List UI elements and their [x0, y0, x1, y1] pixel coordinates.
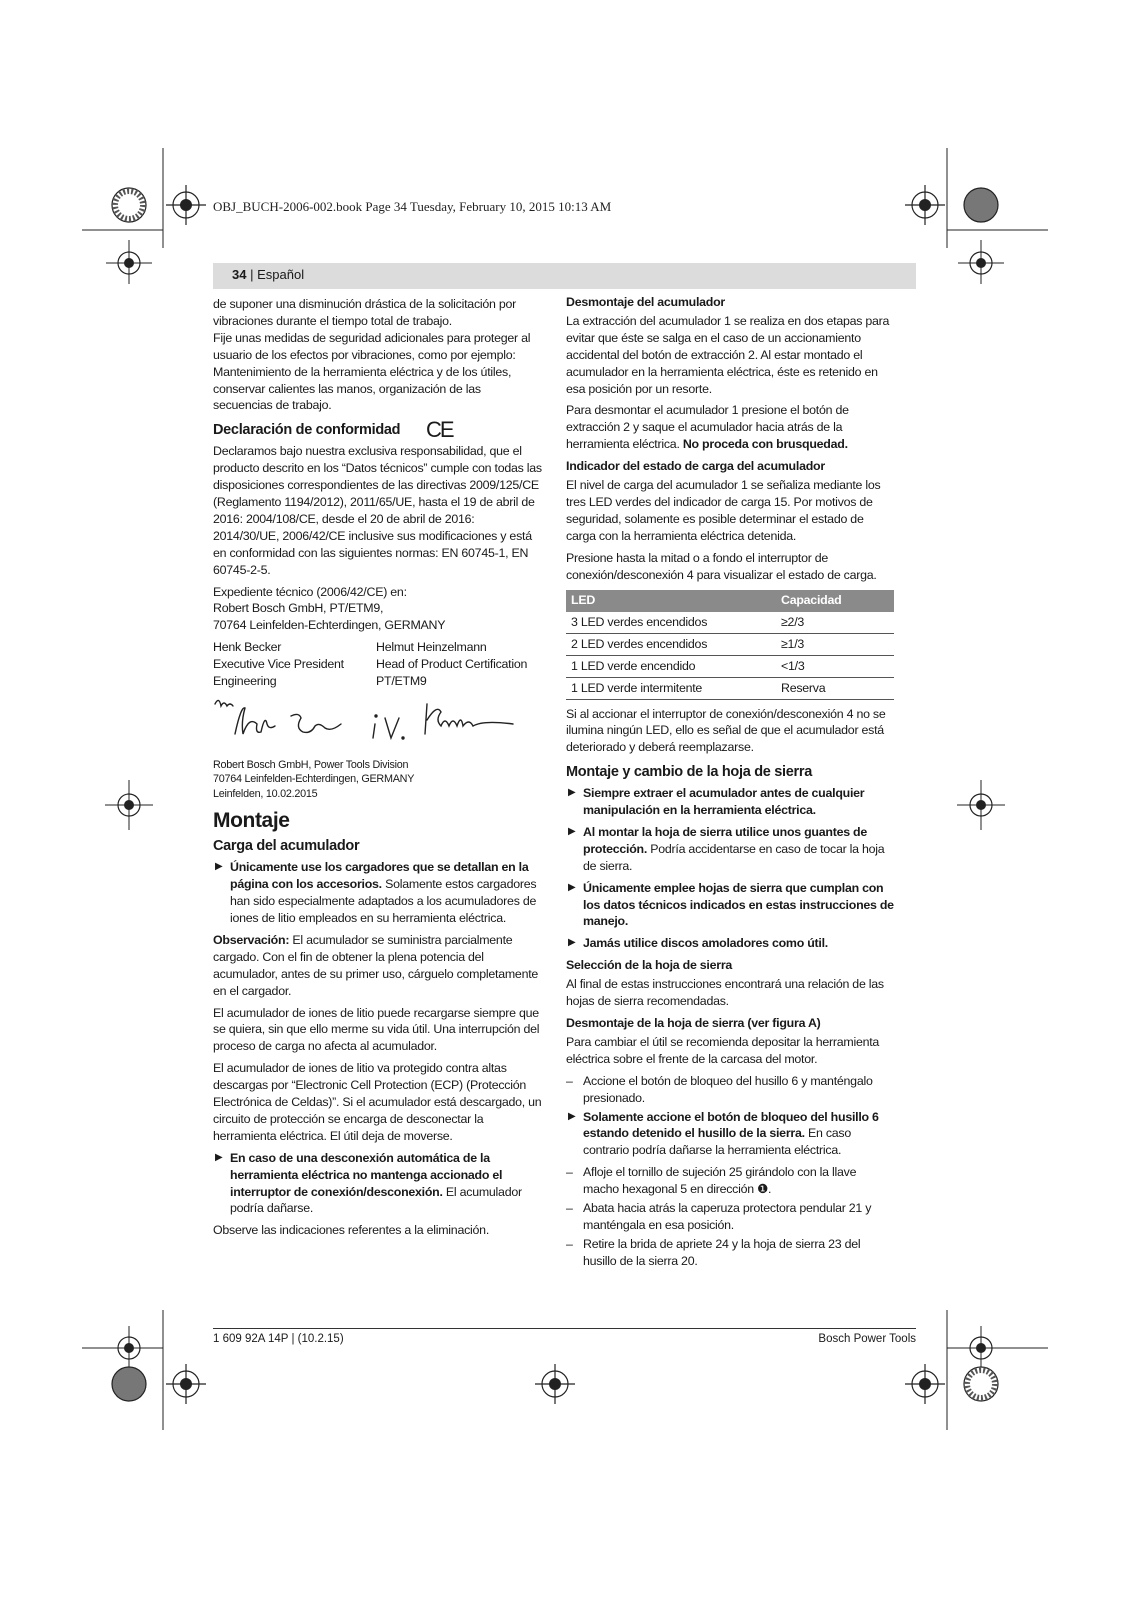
bullet-triangle-icon: ▶: [215, 1151, 223, 1163]
bullet-no-grinding: ▶ Jamás utilice discos amoladores como útil.: [568, 936, 828, 951]
text-disposal: Observe las indicaciones referentes a la eliminación.: [213, 1223, 490, 1238]
bullet-gloves: ▶ Al montar la hoja de sierra utilice unos guantes de protección. Podría accidentarse en caso de tocar la hoja de sierra.: [568, 824, 885, 873]
table-header-led: LED: [566, 590, 776, 612]
bullet-triangle-icon: ▶: [568, 787, 576, 799]
footer-brand: Bosch Power Tools: [818, 1333, 916, 1345]
text-desmontaje-hoja: Para cambiar el útil se recomienda depositar la herramienta eléctrica sobre el frente de la carcasa del motor.: [566, 1034, 880, 1066]
step-spindle-lock: – Accione el botón de bloqueo del husillo 6 y manténgalo presionado.: [566, 1073, 873, 1105]
right-column: [566, 289, 894, 1272]
footer-rule: [213, 1328, 916, 1329]
bullet-auto-shutdown: ▶ En caso de una desconexión automática de la herramienta eléctrica no mantenga accionado el interruptor de conexión/desconexión. El acumulador podría dañarse.: [215, 1150, 522, 1216]
page-header-bar: [213, 263, 916, 289]
text-seleccion: Al final de estas instrucciones encontrará una relación de las hojas de sierra recomendadas.: [566, 977, 884, 1009]
text-li-ion-charge: El acumulador de iones de litio puede recargarse siempre que se quiera, sin que ello merme su vida útil. Una interrupción del proceso de carga no afecta al acumulador.: [213, 1005, 540, 1054]
bullet-remove-battery: ▶ Siempre extraer el acumulador antes de cualquier manipulación en la herramienta eléctrica.: [568, 786, 865, 818]
text-desmontaje-1: La extracción del acumulador 1 se realiza en dos etapas para evitar que éste se salga en el caso de un accionamiento accidental del botón de extracción 2. Al estar montado el acumulador en la herramienta eléctrica, éste es retenido en esa posición por un resorte.: [566, 313, 890, 396]
text-after-table: Si al accionar el interruptor de conexión/desconexión 4 no se ilumina ningún LED, ello es señal de que el acumulador está deteriorado y deberá reemplazarse.: [566, 706, 886, 755]
bullet-chargers: ▶ Únicamente use los cargadores que se detallan en la página con los accesorios. Solamente estos cargadores han sido especialmente adaptados a los acumuladores de iones de litio empleados en su herramienta eléctrica.: [215, 860, 537, 925]
text-ecp: El acumulador de iones de litio va protegido contra altas descargas por “Electronic Cell Protection (ECP) (Protección Electrónica de Celdas)”. Si el acumulador está descargado, un circuito de protección se encarga de desconectar la herramienta eléctrica. El útil deja de moverse.: [213, 1061, 542, 1143]
desmontaje-hoja-heading: Desmontaje de la hoja de sierra (ver figura A): [566, 1016, 821, 1030]
declaration-text: Declaramos bajo nuestra exclusiva responsabilidad, que el producto descrito en los “Datos técnicos” cumple con todas las disposiciones correspondientes de las directivas 2009/125/CE (Reglamento 1194/2012), 2011/65/UE, hasta el 19 de abril de 2016: 2004/108/CE, desde el 20 de abril de 2016: 2014/30/UE, 2006/42/CE inclusive sus modificaciones y está en conformidad con las siguientes normas: EN 60745-1, EN 60745-2-5.: [213, 444, 542, 577]
bullet-triangle-icon: ▶: [568, 937, 576, 949]
table-row: 1 LED verde intermitente Reserva: [566, 677, 894, 699]
bullet-spindle-stopped: ▶ Solamente accione el botón de bloqueo del husillo 6 estando detenido el husillo de la sierra. En caso contrario podría dañarse la herramienta eléctrica.: [568, 1109, 879, 1158]
step-remove-blade: – Retire la brida de apriete 24 y la hoja de sierra 23 del husillo de la sierra 20.: [566, 1236, 861, 1268]
text-safety-measures: Fije unas medidas de seguridad adicionales para proteger al usuario de los efectos por vibraciones, como por ejemplo: Mantenimiento de la herramienta eléctrica y de los útiles, conservar calientes las manos, organización de las secuencias de trabajo.: [213, 330, 531, 413]
desmontaje-acumulador-heading: Desmontaje del acumulador: [566, 295, 726, 309]
declaration-heading: Declaración de conformidad CE: [213, 417, 453, 443]
header-separator: |: [250, 267, 254, 282]
indicador-heading: Indicador del estado de carga del acumulador: [566, 459, 825, 474]
bullet-triangle-icon: ▶: [568, 1110, 576, 1122]
technical-file: Expediente técnico (2006/42/CE) en: Robert Bosch GmbH, PT/ETM9, 70764 Leinfelden-Echterdingen, GERMANY: [213, 584, 446, 633]
table-header-capacidad: Capacidad: [776, 590, 894, 612]
company-address: Robert Bosch GmbH, Power Tools Division 70764 Leinfelden-Echterdingen, GERMANY Leinfelden, 10.02.2015: [213, 758, 415, 800]
bullet-triangle-icon: ▶: [215, 861, 223, 873]
montaje-hoja-heading: Montaje y cambio de la hoja de sierra: [566, 764, 812, 781]
step-loosen-screw: – Afloje el tornillo de sujeción 25 girándolo con la llave macho hexagonal 5 en dirección ❶.: [566, 1165, 857, 1197]
text-observation: Observación: El acumulador se suministra parcialmente cargado. Con el fin de obtener la plena potencia del acumulador, antes de su primer uso, cárguelo completamente en el cargador.: [213, 932, 539, 998]
signatures-image: [213, 694, 533, 756]
printer-info-line: OBJ_BUCH-2006-002.book Page 34 Tuesday, February 10, 2015 10:13 AM: [213, 199, 612, 214]
ce-mark-icon: CE: [425, 417, 453, 443]
page-header: [232, 267, 304, 282]
bullet-blade-specs: ▶ Únicamente emplee hojas de sierra que cumplan con los datos técnicos indicados en estas instrucciones de manejo.: [568, 880, 894, 929]
bullet-triangle-icon: ▶: [568, 881, 576, 893]
table-row: 1 LED verde encendido <1/3: [566, 655, 894, 677]
montaje-heading: Montaje: [213, 809, 290, 833]
footer-doc-number: 1 609 92A 14P | (10.2.15): [213, 1333, 344, 1345]
text-indicador-2: Presione hasta la mitad o a fondo el interruptor de conexión/desconexión 4 para visualizar el estado de carga.: [566, 550, 877, 582]
page-number: 34: [232, 267, 247, 282]
carga-heading: Carga del acumulador: [213, 838, 360, 855]
text-vibration-cont: de suponer una disminución drástica de la solicitación por vibraciones durante el tiempo total de trabajo.: [213, 297, 517, 328]
table-row: 3 LED verdes encendidos ≥2/3: [566, 612, 894, 634]
led-capacity-table: [566, 590, 894, 700]
step-guard: – Abata hacia atrás la caperuza protectora pendular 21 y manténgala en esa posición.: [566, 1201, 872, 1232]
signatories: Henk Becker Helmut Heinzelmann Executive Vice President Head of Product Certification Engineering PT/ETM9: [213, 640, 528, 689]
text-indicador-1: El nivel de carga del acumulador 1 se señaliza mediante los tres LED verdes del indicador de carga 15. Por motivos de seguridad, solamente es posible determinar el estado de carga con la herramienta eléctrica detenida.: [566, 478, 881, 543]
text-desmontaje-2: Para desmontar el acumulador 1 presione el botón de extracción 2 y saque el acumulador hacia atrás de la herramienta eléctrica. No proceda con brusquedad.: [566, 403, 849, 452]
left-column: [213, 296, 543, 1244]
seleccion-heading: Selección de la hoja de sierra: [566, 958, 733, 973]
header-language: Español: [257, 267, 305, 282]
table-row: 2 LED verdes encendidos ≥1/3: [566, 633, 894, 655]
bullet-triangle-icon: ▶: [568, 825, 576, 837]
